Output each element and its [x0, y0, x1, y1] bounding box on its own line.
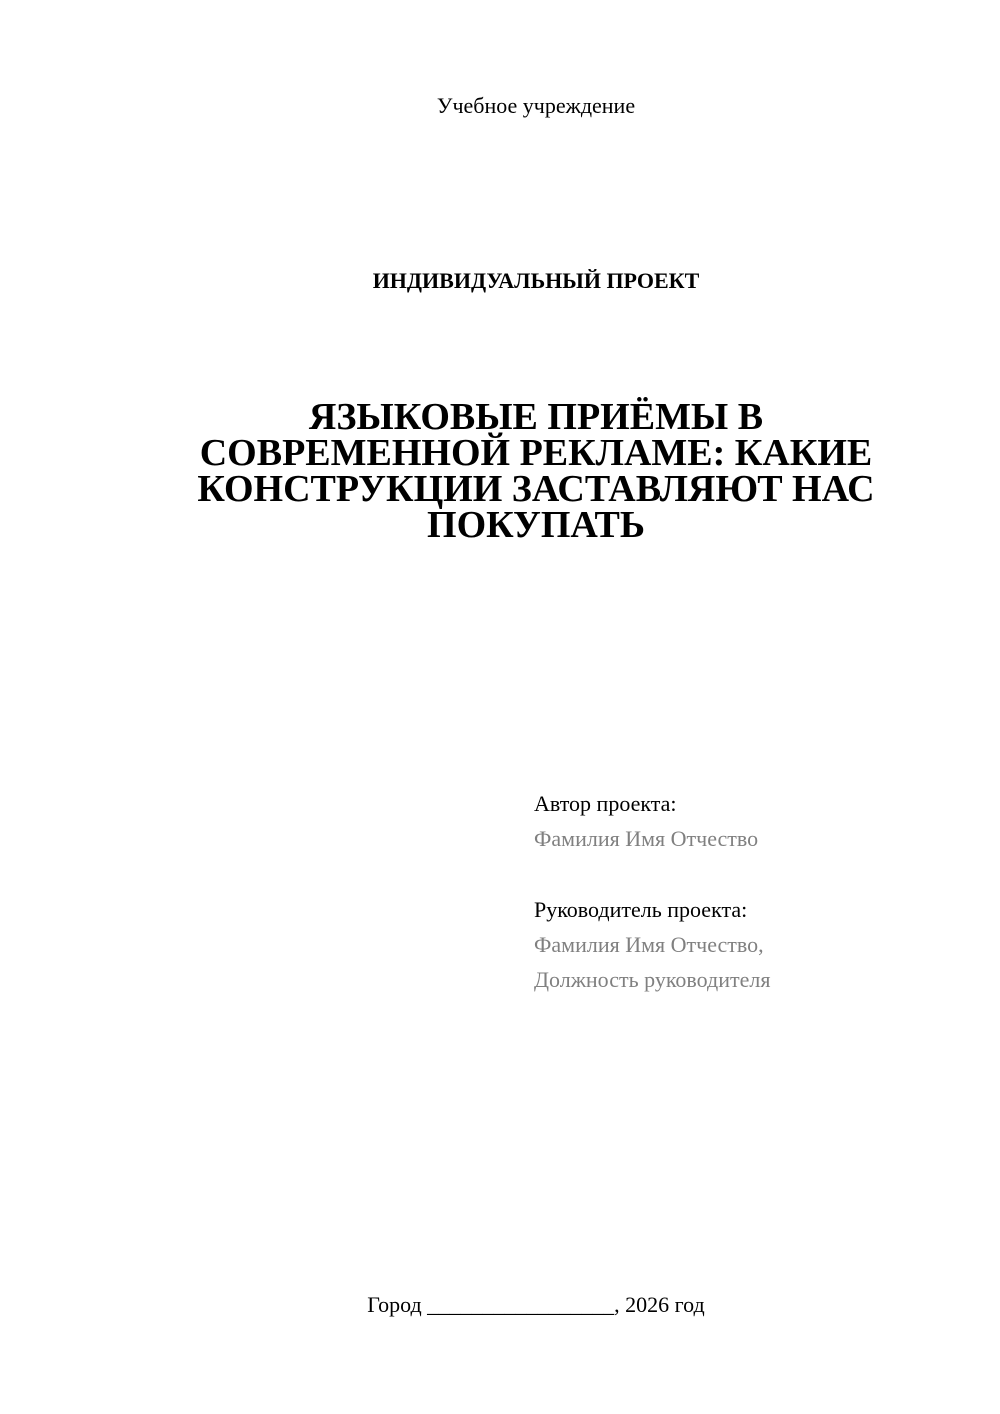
author-block — [534, 786, 974, 856]
supervisor-block — [534, 892, 974, 997]
title-line: ЯЗЫКОВЫЕ ПРИЁМЫ В — [308, 396, 764, 438]
title-line: СОВРЕМЕННОЙ РЕКЛАМЕ: КАКИЕ — [199, 432, 873, 474]
title-line: ПОКУПАТЬ — [427, 504, 645, 546]
supervisor-position: Должность руководителя — [534, 967, 771, 992]
supervisor-label: Руководитель проекта: — [534, 897, 748, 922]
city-year-footer: Город _________________, 2026 год — [367, 1292, 705, 1317]
institution-name: Учебное учреждение — [436, 93, 636, 118]
supervisor-name: Фамилия Имя Отчество, — [534, 932, 764, 957]
project-type-heading: ИНДИВИДУАЛЬНЫЙ ПРОЕКТ — [372, 268, 700, 293]
project-title — [160, 396, 912, 546]
author-label: Автор проекта: — [534, 791, 677, 816]
title-line: КОНСТРУКЦИИ ЗАСТАВЛЯЮТ НАС — [197, 468, 875, 510]
author-name: Фамилия Имя Отчество — [534, 826, 759, 851]
